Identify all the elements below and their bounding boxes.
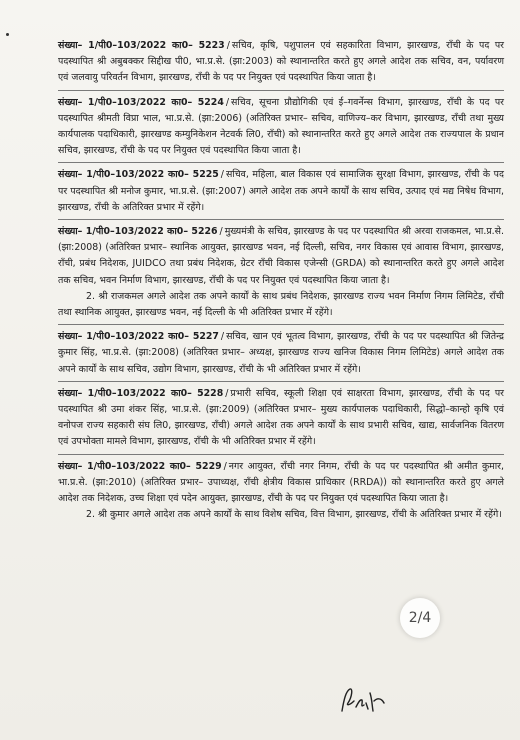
divider — [58, 162, 504, 163]
order-paragraph: संख्या– 1/पी0–103/2022 का0– 5229 / नगर आयुक्त, राँची नगर निगम, राँची के पद पर पदस्थापित श्री अमीत कुमार, भा.प्र.से. (झा:2010) (अतिरिक्त प्रभार– उपाध्यक्ष, राँची क्षेत्रीय विकास प्राधिकार (RRDA)) को स्थानान्तरित करते हुए अगले आदेश तक निदेशक, उच्च शिक्षा एवं पदेन आयुक्त, झारखण्ड, राँची के पद पर नियुक्त एवं पदस्थापित किया जाता है। — [58, 460, 504, 505]
divider — [58, 324, 504, 325]
stray-ink-dot — [6, 33, 9, 36]
order-text: प्रभारी सचिव, स्कूली शिक्षा एवं साक्षरता विभाग, झारखण्ड, राँची के पद पर पदस्थापित श्री उमा शंकर सिंह, भा.प्र.से. (झा:2009) (अतिरिक्त प्रभार– मुख्य कार्यपालक पदाधिकारी, सिद्धो–कान्हो कृषि एवं वनोपज राज्य सहकारी संघ लि0, झारखण्ड, राँची) अगले आदेश तक अपने कार्यों के साथ प्रभारी सचिव, खाद्य, सार्वजनिक वितरण एवं उपभोक्ता मामले विभाग, झारखण्ड, राँची के भी अतिरिक्त प्रभार में रहेंगे। — [58, 387, 504, 448]
order-continuation: 2. श्री राजकमल अगले आदेश तक अपने कार्यों के साथ प्रबंध निदेशक, झारखण्ड राज्य भवन निर्माण निगम लिमिटेड, राँची तथा स्थानिक आयुक्त, झारखण्ड भवन, नई दिल्ली के भी अतिरिक्त प्रभार में रहेंगे। — [58, 290, 504, 319]
divider — [58, 454, 504, 455]
order-text: सचिव, सूचना प्रौद्योगिकी एवं ई–गवर्नेन्स विभाग, झारखण्ड, राँची के पद पर पदस्थापित श्रीमती विप्रा भाल, भा.प्र.से. (झा:2006) (अतिरिक्त प्रभार– सचिव, वाणिज्य–कर विभाग, झारखण्ड, राँची तथा मुख्य कार्यपालक पदाधिकारी, झारखण्ड कम्युनिकेशन नेटवर्क लि0, राँची) को स्थानान्तरित करते हुए अगले आदेश तक राज्यपाल के प्रधान सचिव, झारखण्ड, राँची के पद पर नियुक्त एवं पदस्थापित किया जाता है। — [58, 96, 504, 157]
order-reference: संख्या– 1/पी0–103/2022 का0– 5224 — [58, 96, 224, 108]
order-paragraph: संख्या– 1/पी0–103/2022 का0– 5226 / मुख्यमंत्री के सचिव, झारखण्ड के पद पर पदस्थापित श्री अरवा राजकमल, भा.प्र.से. (झा:2008) (अतिरिक्त प्रभार– स्थानिक आयुक्त, झारखण्ड भवन, नई दिल्ली, सचिव, नगर विकास एवं आवास विभाग, झारखण्ड, राँची, प्रबंध निदेशक, JUIDCO तथा प्रबंध निदेशक, ग्रेटर राँची विकास एजेन्सी (GRDA) को स्थानान्तरित करते हुए अगले आदेश तक सचिव, भवन निर्माण विभाग, झारखण्ड, राँची के पद पर नियुक्त एवं पदस्थापित किया जाता है। — [58, 226, 504, 286]
order-paragraph: संख्या– 1/पी0–103/2022 का0– 5225 / सचिव, महिला, बाल विकास एवं सामाजिक सुरक्षा विभाग, झारखण्ड, राँची के पद पर पदस्थापित श्री मनोज कुमार, भा.प्र.से. (झा:2007) अगले आदेश तक अपने कार्यों के साथ सचिव, उत्पाद एवं मद्य निषेध विभाग, झारखण्ड, राँची के अतिरिक्त प्रभार में रहेंगे। — [58, 169, 504, 213]
order-reference: संख्या– 1/पी0–103/2022 का0– 5228 — [58, 387, 224, 399]
divider — [58, 381, 504, 382]
divider — [58, 90, 504, 91]
order-list — [58, 38, 504, 523]
order-reference: संख्या– 1/पी0–103/2022 का0– 5227 — [58, 331, 219, 343]
order-paragraph: संख्या– 1/पी0–103/2022 का0– 5224 / सचिव, सूचना प्रौद्योगिकी एवं ई–गवर्नेन्स विभाग, झारखण्ड, राँची के पद पर पदस्थापित श्रीमती विप्रा भाल, भा.प्र.से. (झा:2006) (अतिरिक्त प्रभार– सचिव, वाणिज्य–कर विभाग, झारखण्ड, राँची तथा मुख्य कार्यपालक पदाधिकारी, झारखण्ड कम्युनिकेशन नेटवर्क लि0, राँची) को स्थानान्तरित करते हुए अगले आदेश तक राज्यपाल के प्रधान सचिव, झारखण्ड, राँची के पद पर नियुक्त एवं पदस्थापित किया जाता है। — [58, 96, 504, 157]
order-reference: संख्या– 1/पी0–103/2022 का0– 5226 — [58, 226, 218, 238]
order-text: सचिव, महिला, बाल विकास एवं सामाजिक सुरक्षा विभाग, झारखण्ड, राँची के पद पर पदस्थापित श्री मनोज कुमार, भा.प्र.से. (झा:2007) अगले आदेश तक अपने कार्यों के साथ सचिव, उत्पाद एवं मद्य निषेध विभाग, झारखण्ड, राँची के अतिरिक्त प्रभार में रहेंगे। — [58, 169, 504, 213]
page-indicator-badge[interactable]: 2/4 — [400, 598, 440, 638]
order-paragraph: संख्या– 1/पी0–103/2022 का0– 5223 / सचिव, कृषि, पशुपालन एवं सहकारिता विभाग, झारखण्ड, राँची के पद पर पदस्थापित श्री अबुबक्कर सिद्दीख पी0, भा.प्र.से. (झा:2003) को स्थानान्तरित करते हुए अगले आदेश तक सचिव, वन, पर्यावरण एवं जलवायु परिवर्तन विभाग, झारखण्ड, राँची के पद पर नियुक्त एवं पदस्थापित किया जाता है। — [58, 40, 504, 84]
divider — [58, 219, 504, 220]
order-reference: संख्या– 1/पी0–103/2022 का0– 5223 — [58, 40, 225, 51]
order-reference: संख्या– 1/पी0–103/2022 का0– 5225 — [58, 169, 219, 181]
order-paragraph: संख्या– 1/पी0–103/2022 का0– 5228 / प्रभारी सचिव, स्कूली शिक्षा एवं साक्षरता विभाग, झारखण्ड, राँची के पद पर पदस्थापित श्री उमा शंकर सिंह, भा.प्र.से. (झा:2009) (अतिरिक्त प्रभार– मुख्य कार्यपालक पदाधिकारी, सिद्धो–कान्हो कृषि एवं वनोपज राज्य सहकारी संघ लि0, झारखण्ड, राँची) अगले आदेश तक अपने कार्यों के साथ प्रभारी सचिव, खाद्य, सार्वजनिक वितरण एवं उपभोक्ता मामले विभाग, झारखण्ड, राँची के भी अतिरिक्त प्रभार में रहेंगे। — [58, 387, 504, 448]
order-text: नगर आयुक्त, राँची नगर निगम, राँची के पद पर पदस्थापित श्री अमीत कुमार, भा.प्र.से. (झा:2010) (अतिरिक्त प्रभार– उपाध्यक्ष, राँची क्षेत्रीय विकास प्राधिकार (RRDA)) को स्थानान्तरित करते हुए अगले आदेश तक निदेशक, उच्च शिक्षा एवं पदेन आयुक्त, झारखण्ड, राँची के पद पर नियुक्त एवं पदस्थापित किया जाता है। — [58, 460, 504, 505]
order-text: मुख्यमंत्री के सचिव, झारखण्ड के पद पर पदस्थापित श्री अरवा राजकमल, भा.प्र.से. (झा:2008) (अतिरिक्त प्रभार– स्थानिक आयुक्त, झारखण्ड भवन, नई दिल्ली, सचिव, नगर विकास एवं आवास विभाग, झारखण्ड, राँची, प्रबंध निदेशक, JUIDCO तथा प्रबंध निदेशक, ग्रेटर राँची विकास एजेन्सी (GRDA) को स्थानान्तरित करते हुए अगले आदेश तक सचिव, भवन निर्माण विभाग, झारखण्ड, राँची के पद पर नियुक्त एवं पदस्थापित किया जाता है। — [58, 226, 504, 286]
handwritten-signature — [338, 683, 388, 717]
order-text: सचिव, कृषि, पशुपालन एवं सहकारिता विभाग, झारखण्ड, राँची के पद पर पदस्थापित श्री अबुबक्कर सिद्दीख पी0, भा.प्र.से. (झा:2003) को स्थानान्तरित करते हुए अगले आदेश तक सचिव, वन, पर्यावरण एवं जलवायु परिवर्तन विभाग, झारखण्ड, राँची के पद पर नियुक्त एवं पदस्थापित किया जाता है। — [58, 40, 504, 84]
order-paragraph: संख्या– 1/पी0–103/2022 का0– 5227 / सचिव, खान एवं भूतत्व विभाग, झारखण्ड, राँची के पद पर पदस्थापित श्री जितेन्द्र कुमार सिंह, भा.प्र.से. (झा:2008) (अतिरिक्त प्रभार– अध्यक्ष, झारखण्ड राज्य खनिज विकास निगम लिमिटेड) अगले आदेश तक अपने कार्यों के साथ सचिव, उद्योग विभाग, झारखण्ड, राँची के भी अतिरिक्त प्रभार में रहेंगे। — [58, 331, 504, 375]
order-reference: संख्या– 1/पी0–103/2022 का0– 5229 — [58, 460, 222, 472]
order-continuation: 2. श्री कुमार अगले आदेश तक अपने कार्यों के साथ विशेष सचिव, वित्त विभाग, झारखण्ड, राँची के अतिरिक्त प्रभार में रहेंगे। — [86, 509, 502, 521]
order-text: सचिव, खान एवं भूतत्व विभाग, झारखण्ड, राँची के पद पर पदस्थापित श्री जितेन्द्र कुमार सिंह, भा.प्र.से. (झा:2008) (अतिरिक्त प्रभार– अध्यक्ष, झारखण्ड राज्य खनिज विकास निगम लिमिटेड) अगले आदेश तक अपने कार्यों के साथ सचिव, उद्योग विभाग, झारखण्ड, राँची के भी अतिरिक्त प्रभार में रहेंगे। — [58, 331, 504, 375]
